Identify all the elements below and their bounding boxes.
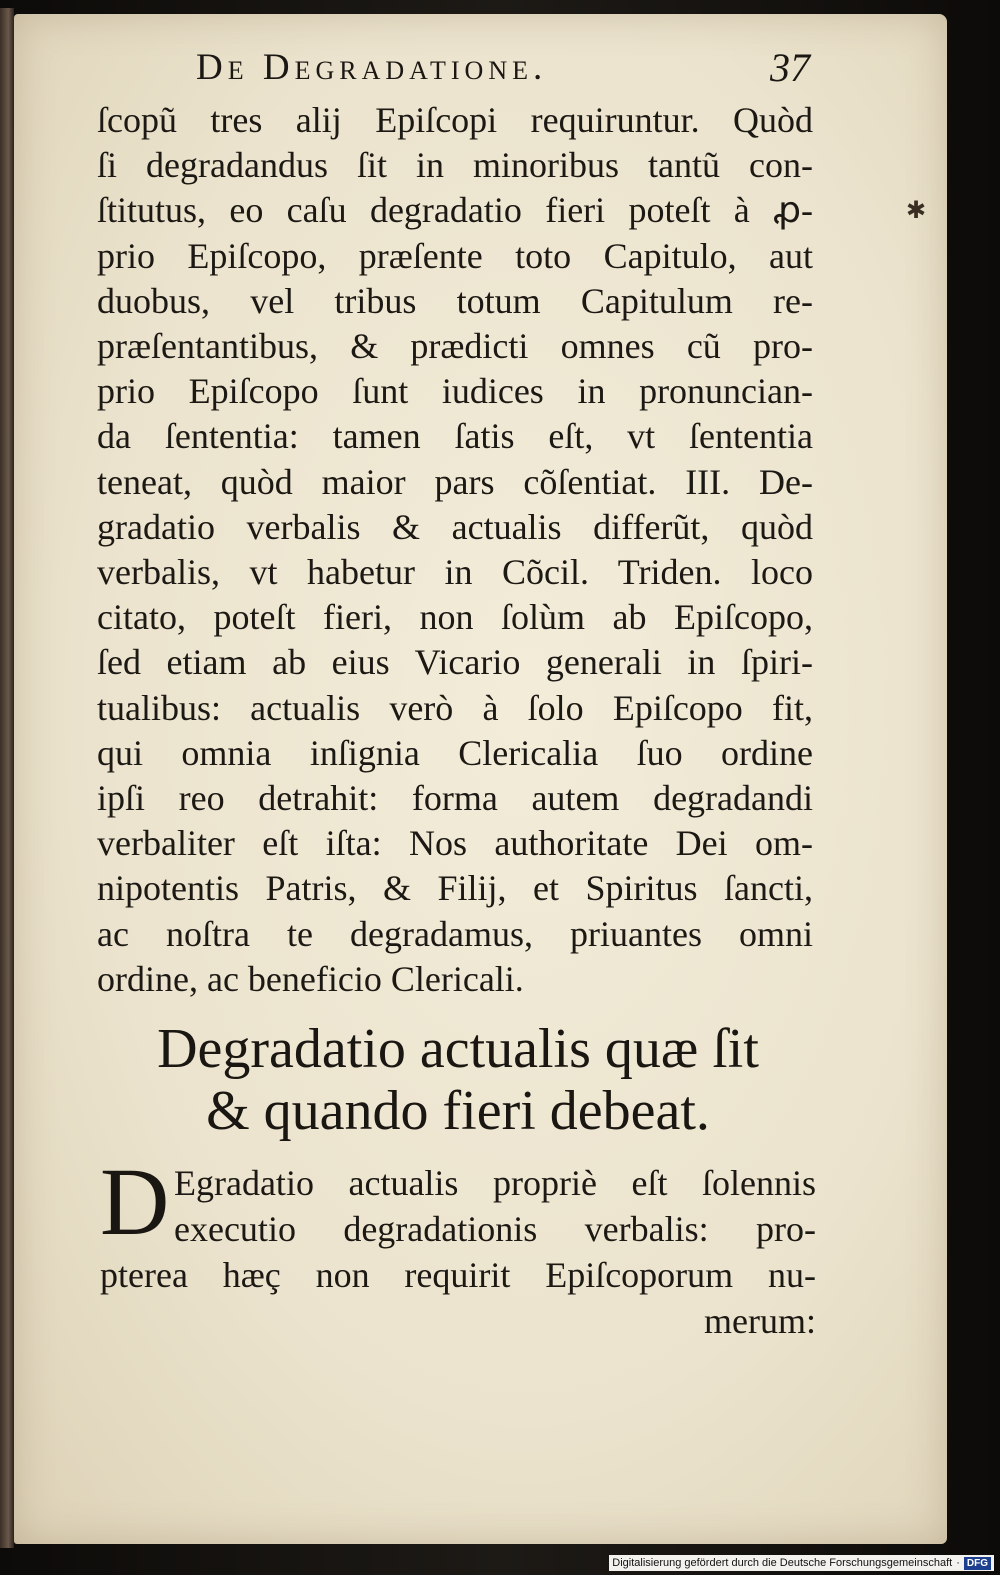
text-line: præſentantibus, & prædicti omnes cũ pro- — [97, 326, 813, 367]
text-line: verbalis, vt habetur in Cõcil. Triden. loco — [97, 552, 813, 593]
text-line: ſed etiam ab eius Vicario generali in ſpiri- — [97, 642, 813, 683]
heading-line: & quando fieri debeat. — [206, 1080, 710, 1142]
text-line: executio degradationis verbalis: pro- — [174, 1209, 816, 1249]
text-line: ipſi reo detrahit: forma autem degradandi — [97, 778, 813, 819]
text-line: duobus, vel tribus totum Capitulum re- — [97, 280, 813, 321]
text-line: prio Epiſcopo, præſente toto Capitulo, aut — [97, 235, 813, 276]
section-heading — [100, 1018, 816, 1142]
text-line: ac noſtra te degradamus, priuantes omni — [97, 913, 813, 954]
running-title: De Degradatione. — [196, 47, 548, 88]
credit-text: Digitalisierung gefördert durch die Deutsche Forschungsgemeinschaft — [612, 1557, 953, 1569]
text-line: nipotentis Patris, & Filij, et Spiritus ſancti, — [97, 868, 813, 909]
page-number: 37 — [770, 45, 810, 90]
text-line: ſcopũ tres alij Epiſcopi requiruntur. Quòd — [97, 100, 813, 140]
digitization-credit: Digitalisierung gefördert durch die Deutsche Forschungsgemeinschaft · DFG — [609, 1555, 994, 1571]
drop-cap: D — [100, 1148, 170, 1255]
dfg-logo-icon: DFG — [964, 1557, 991, 1570]
text-line: da ſententia: tamen ſatis eſt, vt ſententia — [97, 416, 813, 457]
section-text — [100, 1148, 816, 1344]
running-head — [196, 44, 816, 94]
text-line: teneat, quòd maior pars cõſentiat. III. De- — [97, 461, 813, 502]
text-line: pterea hæç non requirit Epiſcoporum nu- — [100, 1255, 816, 1295]
catchword: merum: — [704, 1301, 816, 1341]
text-line: ſi degradandus ſit in minoribus tantũ con- — [97, 145, 813, 186]
text-line: tualibus: actualis verò à ſolo Epiſcopo fit, — [97, 687, 813, 728]
text-line: ordine, ac beneficio Clericali. — [97, 958, 524, 999]
text-line: gradatio verbalis & actualis differũt, quòd — [97, 506, 813, 547]
margin-mark: ✱ — [906, 198, 927, 224]
text-line: verbaliter eſt iſta: Nos authoritate Dei om- — [97, 823, 813, 864]
body-text — [97, 98, 813, 1002]
text-line: Egradatio actualis propriè eſt ſolennis — [174, 1163, 816, 1203]
text-line: prio Epiſcopo ſunt iudices in pronuncian- — [97, 371, 813, 412]
heading-line: Degradatio actualis quæ ſit — [157, 1018, 759, 1080]
text-line: ſtitutus, eo caſu degradatio fieri poteſt à ꝓ- — [97, 190, 813, 231]
text-line: citato, poteſt fieri, non ſolùm ab Epiſcopo, — [97, 597, 813, 638]
previous-page-edge — [0, 8, 14, 1548]
text-line: qui omnia inſignia Clericalia ſuo ordine — [97, 732, 813, 773]
